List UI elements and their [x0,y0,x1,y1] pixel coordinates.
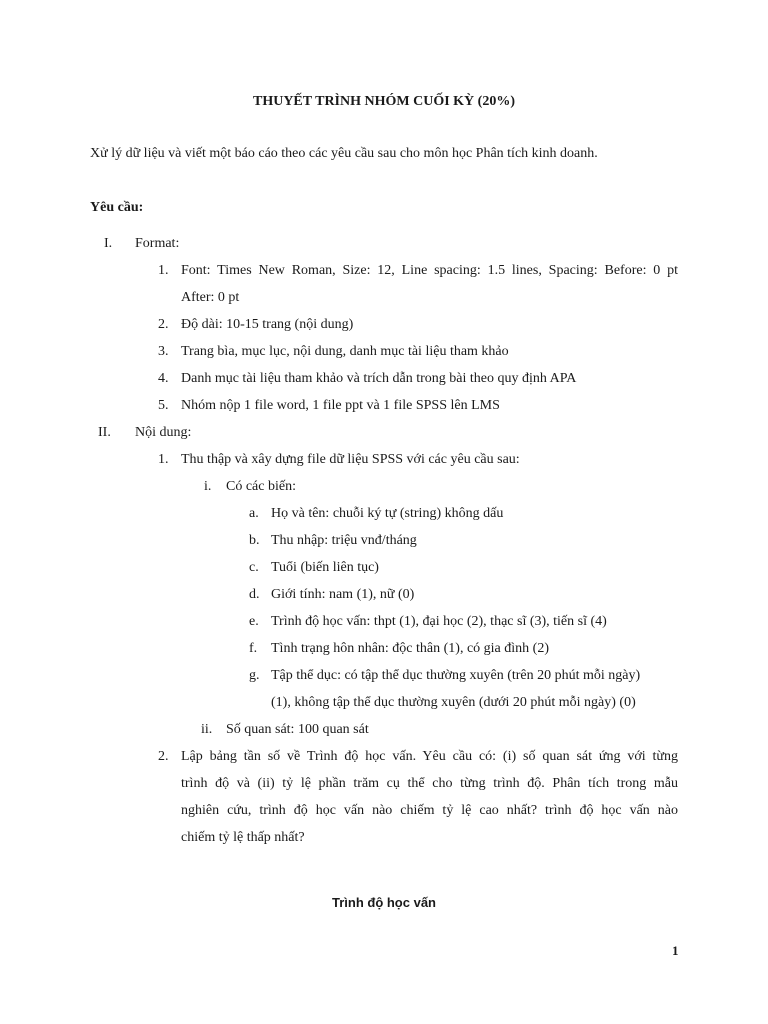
content-item-frequency-line: nghiên cứu, trình độ học vấn nào chiếm tỷ lệ cao nhất? trình độ học vấn nào [181,803,678,818]
variable-marker: a. [249,506,259,521]
content-item-frequency-line: trình độ và (ii) tỷ lệ phần trăm cụ thể cho từng trình độ. Phân tích trong mẫu [181,776,678,791]
page-number: 1 [672,943,679,958]
section-heading-format: Format: [135,236,180,251]
format-item-structure: Trang bìa, mục lục, nội dung, danh mục tài liệu tham khảo [181,344,509,359]
content-item-marker: 1. [158,452,169,467]
subitem-observations: Số quan sát: 100 quan sát [226,722,369,737]
variable-marital-status: Tình trạng hôn nhân: độc thân (1), có gia đình (2) [271,641,549,656]
document-title: THUYẾT TRÌNH NHÓM CUỐI KỲ (20%) [252,94,515,109]
subitem-marker: i. [204,479,212,494]
table-heading: Trình độ học vấn [331,895,436,910]
variable-gender: Giới tính: nam (1), nữ (0) [271,587,415,602]
variable-marker: e. [249,614,259,629]
variable-age: Tuổi (biến liên tục) [271,560,379,575]
format-item-submission: Nhóm nộp 1 file word, 1 file ppt và 1 file SPSS lên LMS [181,398,500,413]
format-item-references: Danh mục tài liệu tham khảo và trích dẫn trong bài theo quy định APA [181,371,577,386]
content-item-frequency-line: chiếm tỷ lệ thấp nhất? [181,830,305,845]
variable-education: Trình độ học vấn: thpt (1), đại học (2), thạc sĩ (3), tiến sĩ (4) [271,614,607,629]
variable-exercise-cont: (1), không tập thể dục thường xuyên (dưới 20 phút mỗi ngày) (0) [271,695,636,710]
format-item-marker: 4. [158,371,169,386]
content-item-spss: Thu thập và xây dựng file dữ liệu SPSS với các yêu cầu sau: [181,452,520,467]
section-marker-1: I. [104,236,113,251]
format-item-font-cont: After: 0 pt [181,290,240,305]
requirements-heading: Yêu cầu: [90,200,144,215]
format-item-marker: 1. [158,263,169,278]
variable-income: Thu nhập: triệu vnđ/tháng [271,533,417,548]
format-item-length: Độ dài: 10-15 trang (nội dung) [181,317,354,332]
section-marker-2: II. [98,425,111,440]
section-heading-content: Nội dung: [135,425,192,440]
content-item-frequency-line: Lập bảng tần số về Trình độ học vấn. Yêu cầu có: (i) số quan sát ứng với từng [181,749,678,764]
format-item-marker: 2. [158,317,169,332]
variable-marker: f. [249,641,258,656]
subitem-variables: Có các biến: [226,479,296,494]
variable-marker: c. [249,560,259,575]
format-item-marker: 5. [158,398,169,413]
variable-exercise: Tập thể dục: có tập thể dục thường xuyên (trên 20 phút mỗi ngày) [271,668,641,683]
variable-marker: b. [249,533,260,548]
variable-marker: d. [249,587,260,602]
variable-name: Họ và tên: chuỗi ký tự (string) không dấu [271,506,504,521]
format-item-marker: 3. [158,344,169,359]
variable-marker: g. [249,668,260,683]
intro-paragraph: Xử lý dữ liệu và viết một báo cáo theo các yêu cầu sau cho môn học Phân tích kinh doanh. [90,146,598,161]
content-item-marker: 2. [158,749,169,764]
subitem-marker: ii. [201,722,213,737]
format-item-font: Font: Times New Roman, Size: 12, Line spacing: 1.5 lines, Spacing: Before: 0 pt [181,263,678,278]
